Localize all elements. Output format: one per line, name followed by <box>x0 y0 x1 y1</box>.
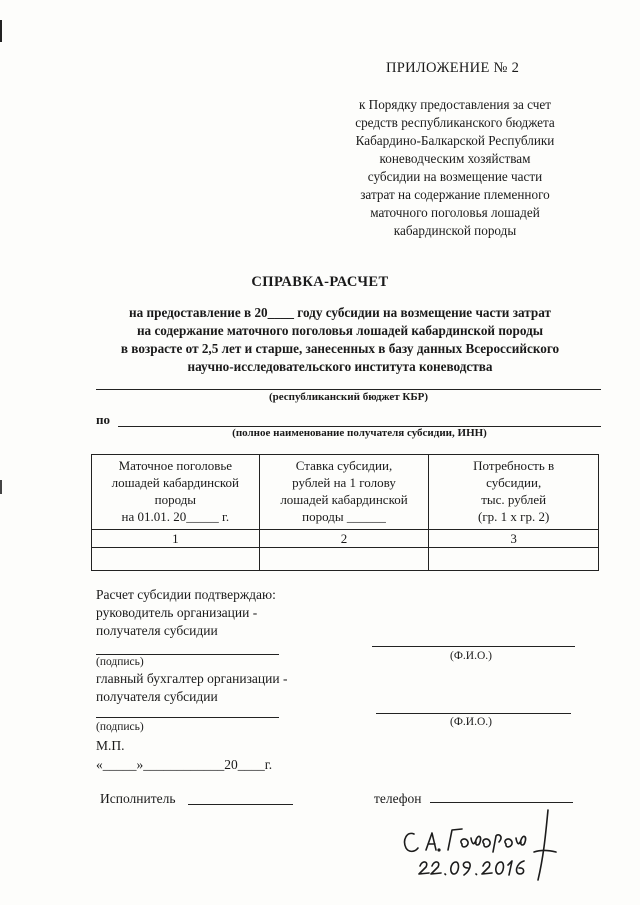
head-role-line2: получателя субсидии <box>96 623 218 638</box>
recipient-caption: (полное наименование получателя субсидии, ИНН) <box>232 427 487 439</box>
header-text: Потребность в <box>473 458 555 473</box>
annex-line: к Порядку предоставления за счет <box>358 97 552 112</box>
header-text: Маточное поголовье <box>118 458 233 473</box>
column-number-row <box>92 530 599 548</box>
header-text: лошадей кабардинской <box>111 475 240 490</box>
header-text: Ставка субсидии, <box>295 458 393 473</box>
head-role-line1: руководитель организации - <box>96 605 258 620</box>
header-cell-herd <box>92 455 260 530</box>
header-text: субсидии, <box>486 475 542 490</box>
header-text: (гр. 1 х гр. 2) <box>478 509 550 524</box>
annex-line: коневодческим хозяйствам <box>379 151 531 166</box>
date-line: «_____»____________20____г. <box>96 757 273 772</box>
accountant-signature-caption: (подпись) <box>96 721 144 733</box>
annex-line: затрат на содержание племенного <box>360 187 550 202</box>
column-number: 2 <box>259 530 429 548</box>
data-cell-need[interactable] <box>429 548 599 571</box>
accountant-fio-caption: (Ф.И.О.) <box>450 716 492 728</box>
budget-line <box>96 389 601 390</box>
header-text: породы ______ <box>302 509 386 524</box>
table-row <box>92 548 599 571</box>
scan-edge-mark <box>0 480 2 494</box>
data-cell-herd[interactable] <box>92 548 260 571</box>
header-text: рублей на 1 голову <box>292 475 396 490</box>
stamp-label: М.П. <box>96 738 125 753</box>
annex-title: ПРИЛОЖЕНИЕ № 2 <box>386 60 520 76</box>
header-text: лошадей кабардинской <box>280 492 408 507</box>
header-text: на 01.01. 20_____ г. <box>121 509 230 524</box>
accountant-role-line1: главный бухгалтер организации - <box>96 671 288 686</box>
column-number: 3 <box>429 530 599 548</box>
executor-label: Исполнитель <box>100 791 176 806</box>
annex-line: кабардинской породы <box>393 223 517 238</box>
header-cell-rate <box>259 455 429 530</box>
phone-label: телефон <box>374 791 422 806</box>
accountant-role-line2: получателя субсидии <box>96 689 218 704</box>
header-text: породы <box>154 492 197 507</box>
head-signature-caption: (подпись) <box>96 656 144 668</box>
head-signature-line[interactable] <box>96 654 279 655</box>
handwritten-signature <box>398 800 568 890</box>
header-cell-need <box>429 455 599 530</box>
annex-line: Кабардино-Балкарской Республики <box>355 133 555 148</box>
document-subtitle <box>60 304 620 376</box>
subtitle-line: на предоставление в 20____ году субсидии на возмещение части затрат <box>129 305 551 320</box>
accountant-fio-line[interactable] <box>376 713 571 714</box>
subtitle-line: в возрасте от 2,5 лет и старше, занесенных в базу данных Всероссийского <box>120 341 560 356</box>
column-number: 1 <box>92 530 260 548</box>
accountant-signature-line[interactable] <box>96 717 279 718</box>
subsidy-table <box>91 454 599 571</box>
annex-line: субсидии на возмещение части <box>367 169 543 184</box>
document-title: СПРАВКА-РАСЧЕТ <box>251 274 389 290</box>
head-fio-caption: (Ф.И.О.) <box>450 650 492 662</box>
annex-line: маточного поголовья лошадей <box>370 205 540 220</box>
confirmation-label: Расчет субсидии подтверждаю: <box>96 587 276 602</box>
subtitle-line: на содержание маточного поголовья лошадей кабардинской породы <box>136 323 544 338</box>
handwriting-graphic <box>398 800 568 890</box>
head-fio-line[interactable] <box>372 646 575 647</box>
annex-line: средств республиканского бюджета <box>355 115 555 130</box>
po-label: по <box>96 412 110 427</box>
data-cell-rate[interactable] <box>259 548 429 571</box>
table-header-row <box>92 455 599 530</box>
budget-caption: (республиканский бюджет КБР) <box>268 391 429 403</box>
header-text: тыс. рублей <box>481 492 547 507</box>
annex-reference <box>310 96 600 240</box>
executor-line[interactable] <box>188 804 293 805</box>
subtitle-line: научно-исследовательского института коневодства <box>187 359 493 374</box>
scan-edge-mark <box>0 20 2 42</box>
